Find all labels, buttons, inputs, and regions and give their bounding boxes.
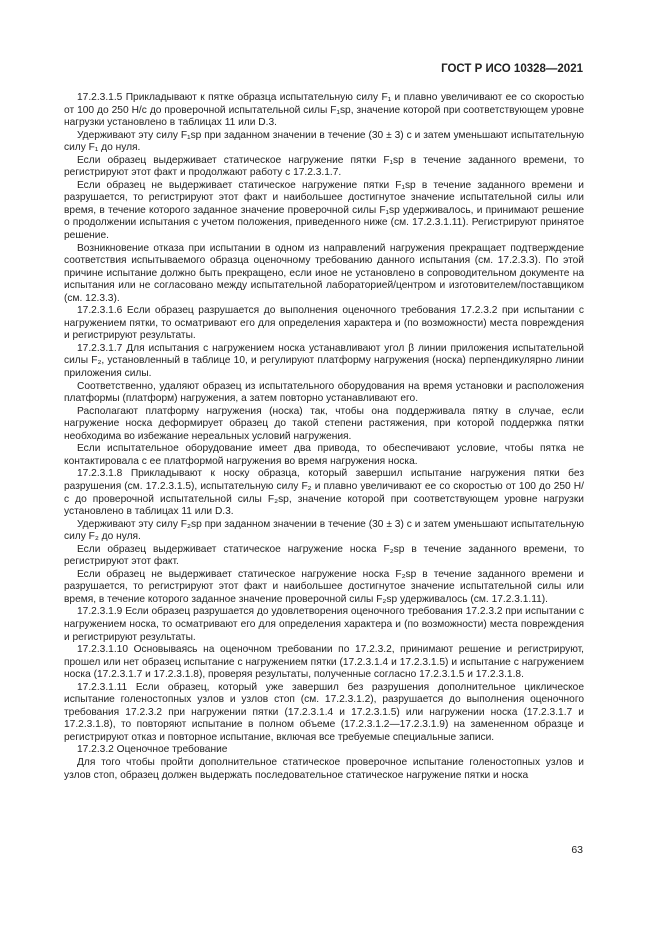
- paragraph: Соответственно, удаляют образец из испытательного оборудования на время установки и расположения платформы (платформ) нагружения, а затем повторно устанавливают его.: [64, 380, 584, 405]
- paragraph: Для того чтобы пройти дополнительное статическое проверочное испытание голеностопных узлов и узлов стоп, образец должен выдержать последовательное статическое нагружение пятки и носка: [64, 756, 584, 781]
- paragraph: 17.2.3.1.10 Основываясь на оценочном требовании по 17.2.3.2, принимают решение и регистрируют, прошел или нет образец испытание с нагружением пятки (17.2.3.1.4 и 17.2.3.1.5) и испытание с нагружением носка (17.2.3.1.7 и 17.2.3.1.8), проверяя результаты, полученные согласно 17.2.3.1.5 и 17.2.3.1.8.: [64, 644, 584, 681]
- paragraph: Удерживают эту силу F₂sp при заданном значении в течение (30 ± 3) с и затем уменьшают испытательную силу F₂ до нуля.: [64, 518, 584, 543]
- paragraph: Если образец выдерживает статическое нагружение пятки F₁sp в течение заданного времени, то регистрируют этот факт и продолжают работу с 17.2.3.1.7.: [64, 154, 584, 179]
- paragraph: Если образец не выдерживает статическое нагружение пятки F₁sp в течение заданного времени и разрушается, то регистрируют этот факт и наибольшее достигнутое значение испытательной силы или время, в течение которого заданное значение проверочной силы F₁sp удерживалось, и принимают решение о продолжении испытания с учетом положения, приведенного ниже (см. 17.2.3.1.11). Регистрируют принятое решение.: [64, 179, 584, 242]
- paragraph: Возникновение отказа при испытании в одном из направлений нагружения прекращает подтверждение соответствия испытываемого образца оценочному требованию данного испытания (см. 17.2.3.3). По этой причине испытание должно быть прекращено, если иное не установлено в сопроводительном документе на испытания или не согласовано между испытательной лабораторией/центром и изготовителем/поставщиком (см. 12.3.3).: [64, 242, 584, 304]
- document-header: ГОСТ Р ИСО 10328—2021: [441, 63, 583, 75]
- document-body: [64, 92, 584, 782]
- paragraph: 17.2.3.1.11 Если образец, который уже завершил без разрушения дополнительное циклическое испытание голеностопных узлов и узлов стоп (см. 17.2.3.1.2), разрушается до выполнения оценочного требования 17.2.3.2 при нагружении пятки (17.2.3.1.4 и 17.2.3.1.5) или нагружении носка (17.2.3.1.7 и 17.2.3.1.8), то повторяют испытание в полном объеме (17.2.3.1.2—17.2.3.1.9) на замененном образце и регистрируют отказ и повторное испытание, включая все требуемые специальные записи.: [64, 681, 584, 743]
- paragraph: Удерживают эту силу F₁sp при заданном значении в течение (30 ± 3) с и затем уменьшают испытательную силу F₁ до нуля.: [64, 129, 584, 154]
- paragraph: Если образец не выдерживает статическое нагружение носка F₂sp в течение заданного времени и разрушается, то регистрируют этот факт и наибольшее достигнутое значение испытательной силы или время, в течение которого заданное значение проверочной силы F₂sp удерживалось (см. 17.2.3.1.11).: [64, 568, 584, 605]
- section-heading: 17.2.3.2 Оценочное требование: [77, 744, 228, 756]
- paragraph: 17.2.3.1.7 Для испытания с нагружением носка устанавливают угол β линии приложения испытательной силы F₂, установленный в таблице 10, и регулируют платформу нагружения (носка) перпендикулярно линии приложения силы.: [64, 342, 584, 380]
- paragraph: Располагают платформу нагружения (носка) так, чтобы она поддерживала пятку в случае, если нагружение носка деформирует образец до такой степени растяжения, при которой поддержка пятки необходима во избежание нереальных условий нагружения.: [64, 405, 584, 442]
- paragraph: 17.2.3.1.8 Прикладывают к носку образца, который завершил испытание нагружения пятки без разрушения (см. 17.2.3.1.5), испытательную силу F₂ и плавно увеличивают ее со скоростью от 100 до 250 Н/с до проверочной испытательной силы F₂sp, значение которой при соответствующем уровне нагрузки установлено в таблицах 11 или D.3.: [64, 468, 584, 518]
- paragraph: 17.2.3.1.9 Если образец разрушается до удовлетворения оценочного требования 17.2.3.2 при испытании с нагружением носка, то осматривают его для определения характера и (по возможности) места повреждения и регистрируют результаты.: [64, 606, 584, 643]
- page-number: 63: [571, 844, 583, 856]
- paragraph: Если образец выдерживает статическое нагружение носка F₂sp в течение заданного времени, то регистрируют этот факт.: [64, 543, 584, 568]
- paragraph: Если испытательное оборудование имеет два привода, то обеспечивают условие, чтобы пятка не контактировала с ее платформой нагружения во время нагружения носка.: [64, 443, 584, 467]
- paragraph: 17.2.3.1.5 Прикладывают к пятке образца испытательную силу F₁ и плавно увеличивают ее со скоростью от 100 до 250 Н/с до проверочной испытательной силы F₁sp, значение которой при соответствующем уровне нагрузки установлено в таблицах 11 или D.3.: [64, 92, 584, 129]
- paragraph: 17.2.3.1.6 Если образец разрушается до выполнения оценочного требования 17.2.3.2 при испытании с нагружением пятки, то осматривают его для определения характера и (по возможности) места повреждения и регистрируют результаты.: [64, 305, 584, 342]
